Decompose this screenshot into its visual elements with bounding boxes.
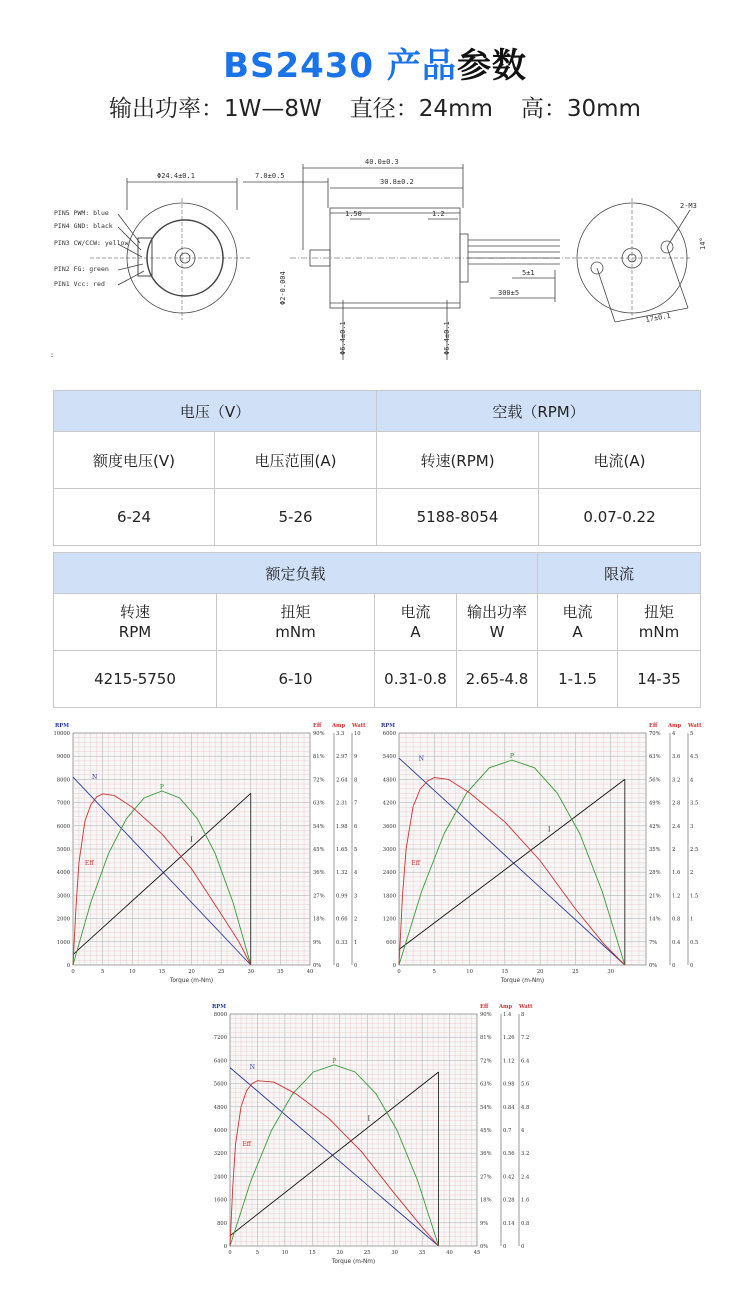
watt-tick-label: 7.2	[521, 1035, 530, 1042]
watt-tick-label: 1	[690, 916, 694, 923]
rpm-tick-label: 1000	[56, 939, 70, 946]
eff-tick-label: 63%	[480, 1081, 492, 1088]
chart-2-svg	[374, 713, 704, 993]
dim-lead-length: 300±5	[498, 289, 520, 297]
watt-tick-label: 3.2	[521, 1151, 530, 1158]
rpm-tick-label: 600	[386, 939, 396, 946]
watt-tick-label: 8	[354, 777, 358, 784]
amp-tick-label: 4	[672, 731, 676, 737]
pin3-label: PIN3 CW/CCW: yellow	[54, 239, 129, 247]
watt-tick-label: 4	[354, 870, 358, 877]
rpm-tick-label: 8000	[56, 777, 70, 784]
table2-header: 电流 A	[375, 594, 457, 651]
drawing-note: :	[50, 351, 55, 359]
x-tick-label: 45	[473, 1250, 481, 1256]
eff-tick-label: 45%	[480, 1128, 492, 1134]
rpm-axis-label: RPM	[55, 723, 69, 729]
amp-tick-label: 0.56	[503, 1151, 515, 1158]
eff-tick-label: 45%	[313, 847, 325, 853]
eff-tick-label: 81%	[313, 754, 325, 761]
eff-tick-label: 72%	[313, 777, 325, 784]
amp-tick-label: 0	[336, 963, 340, 969]
amp-tick-label: 3.2	[672, 777, 681, 784]
rpm-tick-label: 4000	[213, 1128, 227, 1134]
chart-1-svg	[48, 713, 368, 993]
rpm-tick-label: 5400	[382, 754, 396, 761]
chart-3-svg	[205, 994, 535, 1274]
amp-tick-label: 1.32	[336, 870, 348, 877]
rpm-tick-label: 6000	[56, 823, 70, 830]
x-tick-label: 25	[572, 969, 579, 975]
table2-cell: 14-35	[618, 651, 701, 708]
title-model: BS2430 产品	[223, 46, 457, 86]
eff-tick-label: 0%	[313, 963, 322, 969]
performance-chart-2	[374, 713, 704, 993]
amp-tick-label: 0.99	[336, 893, 348, 900]
performance-chart-1	[48, 713, 368, 993]
x-tick-label: 15	[501, 969, 509, 975]
rpm-tick-label: 2400	[213, 1174, 227, 1181]
x-tick-label: 25	[217, 969, 225, 975]
title-suffix: 参数	[456, 46, 527, 86]
spec-table-load	[53, 552, 701, 708]
watt-tick-label: 5	[690, 731, 694, 737]
eff-tick-label: 90%	[480, 1012, 492, 1018]
rpm-tick-label: 8000	[213, 1012, 227, 1018]
table1-header: 额度电压(V)	[54, 432, 215, 489]
eff-tick-label: 35%	[649, 847, 661, 853]
eff-tick-label: 54%	[480, 1104, 492, 1111]
watt-tick-label: 3	[354, 893, 358, 900]
label-n: N	[249, 1064, 256, 1072]
amp-tick-label: 0.8	[672, 916, 681, 923]
rpm-tick-label: 1200	[382, 916, 396, 923]
table2-cell: 6-10	[217, 651, 375, 708]
watt-tick-label: 2.5	[690, 847, 699, 853]
eff-tick-label: 72%	[480, 1058, 492, 1065]
x-tick-label: 5	[255, 1250, 260, 1256]
label-n: N	[91, 773, 98, 781]
rpm-tick-label: 1800	[382, 893, 396, 900]
amp-tick-label: 1.12	[503, 1058, 515, 1065]
rpm-tick-label: 4200	[382, 800, 396, 807]
rpm-tick-label: 5600	[213, 1081, 227, 1088]
x-tick-label: 0	[228, 1250, 232, 1256]
amp-axis-label: Amp	[332, 723, 346, 729]
dim-angle: 14°	[699, 237, 707, 250]
watt-tick-label: 2.4	[521, 1174, 530, 1181]
eff-tick-label: 0%	[480, 1244, 489, 1250]
rpm-tick-label: 3600	[382, 823, 396, 830]
watt-tick-label: 1.6	[521, 1197, 530, 1204]
watt-tick-label: 3.5	[690, 800, 699, 807]
x-tick-label: 20	[536, 969, 544, 975]
rpm-tick-label: 4000	[56, 870, 70, 877]
watt-tick-label: 4.8	[521, 1104, 530, 1111]
watt-tick-label: 4	[521, 1128, 525, 1134]
performance-chart-3	[205, 994, 535, 1274]
eff-axis-label: Eff	[649, 723, 658, 729]
rpm-tick-label: 9000	[56, 754, 70, 761]
watt-tick-label: 1	[354, 939, 358, 946]
amp-tick-label: 2	[672, 847, 676, 853]
dim-thread: 2-M3	[680, 202, 697, 210]
x-tick-label: 35	[277, 969, 284, 975]
x-tick-label: 35	[418, 1250, 426, 1256]
eff-tick-label: 9%	[480, 1220, 489, 1227]
dim-1-2: 1.2	[432, 210, 445, 218]
rpm-tick-label: 0	[66, 963, 70, 969]
label-p: P	[509, 753, 514, 761]
amp-tick-label: 2.64	[336, 777, 348, 784]
eff-tick-label: 49%	[649, 800, 661, 807]
amp-tick-label: 1.6	[672, 870, 681, 877]
watt-tick-label: 9	[354, 754, 358, 761]
subtitle-height: 高：30mm	[520, 96, 641, 122]
eff-tick-label: 18%	[480, 1197, 492, 1204]
eff-tick-label: 63%	[313, 800, 325, 807]
amp-tick-label: 0.66	[336, 916, 348, 923]
pin1-label: PIN1 Vcc: red	[54, 280, 105, 288]
x-tick-label: 40	[306, 969, 314, 975]
dim-dia-front: Φ24.4±0.1	[157, 172, 195, 180]
watt-tick-label: 5.6	[521, 1081, 530, 1088]
watt-tick-label: 0	[690, 963, 694, 969]
table1-header: 电流(A)	[539, 432, 701, 489]
label-p: P	[159, 784, 164, 791]
watt-axis-label: Watt	[519, 1004, 533, 1010]
amp-tick-label: 3.6	[672, 754, 681, 761]
amp-tick-label: 0.98	[503, 1081, 515, 1088]
watt-tick-label: 4.5	[690, 754, 699, 761]
amp-axis-label: Amp	[668, 723, 682, 729]
rpm-tick-label: 10000	[53, 731, 70, 737]
watt-tick-label: 0	[521, 1244, 525, 1250]
x-tick-label: 15	[309, 1250, 316, 1256]
amp-tick-label: 0.42	[503, 1174, 515, 1181]
rpm-tick-label: 3000	[382, 847, 396, 853]
eff-tick-label: 63%	[649, 754, 661, 761]
eff-tick-label: 7%	[649, 939, 658, 946]
amp-tick-label: 0.7	[503, 1128, 512, 1134]
table2-cell: 0.31-0.8	[375, 651, 457, 708]
table1-group-noload: 空载（RPM）	[377, 391, 701, 432]
x-tick-label: 30	[391, 1250, 398, 1256]
watt-tick-label: 2	[354, 916, 358, 923]
table1-cell: 5-26	[215, 489, 377, 546]
amp-tick-label: 0.84	[503, 1104, 515, 1111]
rpm-tick-label: 7000	[56, 800, 70, 807]
label-eff: Eff	[411, 860, 421, 868]
table1-header: 电压范围(A)	[215, 432, 377, 489]
x-tick-label: 20	[336, 1250, 344, 1256]
x-tick-label: 25	[363, 1250, 371, 1256]
amp-tick-label: 2.8	[672, 800, 681, 807]
table2-cell: 2.65-4.8	[457, 651, 538, 708]
x-tick-label: 5	[100, 969, 105, 975]
dim-hole-spacing: 17±0.1	[644, 311, 672, 324]
amp-tick-label: 0	[503, 1244, 507, 1250]
rpm-tick-label: 3200	[213, 1151, 227, 1158]
watt-tick-label: 3	[690, 823, 694, 830]
amp-tick-label: 1.4	[503, 1012, 512, 1018]
rpm-tick-label: 6000	[382, 731, 396, 737]
watt-axis-label: Watt	[352, 723, 366, 729]
eff-axis-label: Eff	[313, 723, 322, 729]
label-eff: Eff	[242, 1141, 252, 1149]
pin4-label: PIN4 GND: black	[54, 222, 113, 230]
watt-tick-label: 5	[354, 847, 358, 853]
watt-axis-label: Watt	[688, 723, 702, 729]
subtitle-power: 输出功率：1W—8W	[109, 96, 322, 122]
rpm-axis-label: RPM	[212, 1004, 226, 1010]
x-tick-label: 10	[466, 969, 473, 975]
eff-tick-label: 27%	[480, 1174, 492, 1181]
dim-shaft-dia: Φ2-0.004	[279, 271, 287, 305]
amp-tick-label: 1.2	[672, 893, 681, 900]
watt-tick-label: 6.4	[521, 1058, 530, 1065]
watt-tick-label: 4	[690, 777, 694, 784]
amp-tick-label: 0	[672, 963, 676, 969]
watt-tick-label: 7	[354, 800, 358, 807]
table2-header: 输出功率 W	[457, 594, 538, 651]
rpm-tick-label: 4800	[213, 1104, 227, 1111]
eff-tick-label: 9%	[313, 939, 322, 946]
eff-tick-label: 42%	[649, 823, 661, 830]
watt-tick-label: 0.8	[521, 1220, 530, 1227]
label-n: N	[418, 755, 425, 763]
label-i: I	[548, 826, 551, 834]
eff-tick-label: 36%	[480, 1151, 492, 1158]
table2-group-rated-load: 额定负载	[54, 553, 538, 594]
amp-tick-label: 1.98	[336, 823, 348, 830]
x-tick-label: 10	[281, 1250, 289, 1256]
watt-tick-label: 0.5	[690, 939, 699, 946]
rpm-axis-label: RPM	[381, 723, 395, 729]
x-tick-label: 0	[397, 969, 401, 975]
grid-lines	[73, 733, 310, 965]
label-p: P	[332, 1057, 337, 1065]
rpm-tick-label: 0	[392, 963, 396, 969]
dim-total-length: 40.0±0.3	[365, 158, 399, 166]
eff-tick-label: 21%	[649, 893, 661, 900]
table1-cell: 6-24	[54, 489, 215, 546]
table1-cell: 5188-8054	[377, 489, 539, 546]
dim-flange: 7.0±0.5	[255, 172, 285, 180]
watt-tick-label: 2	[690, 870, 694, 877]
x-axis-label: Torque (m-Nm)	[500, 978, 545, 984]
amp-tick-label: 2.4	[672, 823, 681, 830]
rpm-tick-label: 2000	[56, 916, 70, 923]
table1-header: 转速(RPM)	[377, 432, 539, 489]
x-tick-label: 10	[128, 969, 136, 975]
amp-axis-label: Amp	[499, 1004, 513, 1010]
label-i: I	[367, 1115, 371, 1123]
table2-cell: 1-1.5	[538, 651, 618, 708]
amp-tick-label: 0.28	[503, 1197, 515, 1204]
x-tick-label: 30	[607, 969, 615, 975]
rpm-tick-label: 4800	[382, 777, 396, 784]
table2-header: 扭矩 mNm	[618, 594, 701, 651]
eff-tick-label: 14%	[649, 916, 661, 923]
x-tick-label: 30	[247, 969, 255, 975]
amp-tick-label: 0.33	[336, 939, 348, 946]
subtitle-diameter: 直径：24mm	[349, 96, 493, 122]
eff-tick-label: 0%	[649, 963, 658, 969]
eff-tick-label: 70%	[649, 731, 661, 737]
amp-tick-label: 2.31	[336, 800, 348, 807]
dim-1-50: 1.50	[345, 210, 362, 218]
watt-tick-label: 0	[354, 963, 358, 969]
page-title	[0, 38, 750, 87]
eff-tick-label: 56%	[649, 777, 661, 784]
x-tick-label: 40	[446, 1250, 453, 1256]
x-axis-label: Torque (m-Nm)	[169, 978, 214, 984]
table2-header: 转速 RPM	[54, 594, 217, 651]
pin2-label: PIN2 FG: green	[54, 265, 109, 273]
eff-axis-label: Eff	[480, 1004, 489, 1010]
rpm-tick-label: 5000	[56, 847, 70, 853]
rpm-tick-label: 3000	[56, 893, 70, 900]
x-tick-label: 15	[158, 969, 166, 975]
table2-header: 扭矩 mNm	[217, 594, 375, 651]
eff-tick-label: 36%	[313, 870, 325, 877]
table2-group-current-limit: 限流	[538, 553, 701, 594]
table2-header: 电流 A	[538, 594, 618, 651]
eff-tick-label: 28%	[649, 870, 661, 877]
dim-body-length: 30.8±0.2	[380, 178, 414, 186]
page-subtitle	[0, 90, 750, 123]
table1-cell: 0.07-0.22	[539, 489, 701, 546]
x-tick-label: 5	[432, 969, 436, 975]
x-axis-label: Torque (m-Nm)	[331, 1259, 376, 1265]
rpm-tick-label: 800	[217, 1220, 227, 1227]
watt-tick-label: 1.5	[690, 893, 699, 900]
dim-dia-right: Φ6.4±0.1	[443, 321, 451, 355]
label-i: I	[190, 836, 193, 844]
amp-tick-label: 0.14	[503, 1220, 515, 1227]
rpm-tick-label: 1600	[213, 1197, 227, 1204]
spec-table-voltage	[53, 390, 701, 546]
eff-tick-label: 18%	[313, 916, 325, 923]
watt-tick-label: 6	[354, 823, 358, 830]
label-eff: Eff	[84, 860, 94, 868]
rpm-tick-label: 2400	[382, 870, 396, 877]
amp-tick-label: 1.65	[336, 847, 348, 853]
x-tick-label: 0	[71, 969, 75, 975]
dim-lead-end: 5±1	[522, 269, 535, 277]
rpm-tick-label: 6400	[213, 1058, 227, 1065]
dimension-drawing	[40, 150, 720, 365]
pin5-label: PIN5 PWM: blue	[54, 209, 109, 217]
amp-tick-label: 1.26	[503, 1035, 515, 1042]
table2-cell: 4215-5750	[54, 651, 217, 708]
eff-tick-label: 90%	[313, 731, 325, 737]
amp-tick-label: 2.97	[336, 754, 348, 761]
eff-tick-label: 54%	[313, 823, 325, 830]
amp-tick-label: 3.3	[336, 731, 345, 737]
x-tick-label: 20	[188, 969, 195, 975]
watt-tick-label: 8	[521, 1012, 525, 1018]
rpm-tick-label: 0	[223, 1244, 227, 1250]
eff-tick-label: 27%	[313, 893, 325, 900]
watt-tick-label: 10	[354, 731, 361, 737]
dim-dia-left: Φ6.4±0.1	[339, 321, 347, 355]
eff-tick-label: 81%	[480, 1035, 492, 1042]
amp-tick-label: 0.4	[672, 939, 681, 946]
table1-group-voltage: 电压（V）	[54, 391, 377, 432]
rpm-tick-label: 7200	[213, 1035, 227, 1042]
